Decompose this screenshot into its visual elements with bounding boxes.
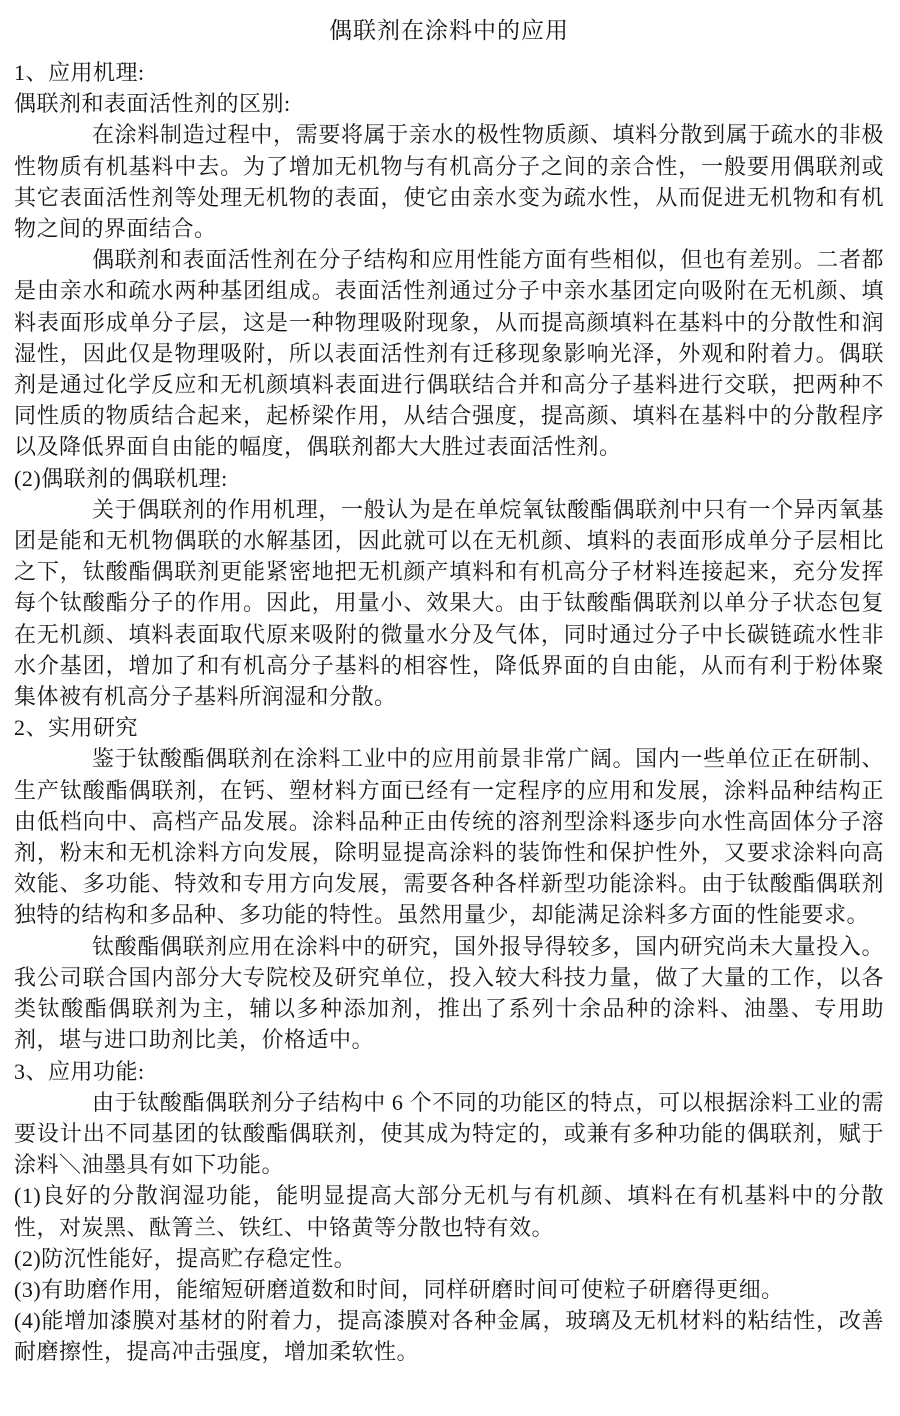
paragraph: 钛酸酯偶联剂应用在涂料中的研究，国外报导得较多，国内研究尚未大量投入。我公司联合国内部分大专院校及研究单位，投入较大科技力量，做了大量的工作，以各类钛酸酯偶联剂为主，辅以多种添加剂，推出了系列十余品种的涂料、油墨、专用助剂，堪与进口助剂比美，价格适中。	[14, 933, 884, 1053]
section-heading: 1、应用机理:	[14, 60, 145, 85]
paragraph: 偶联剂和表面活性剂在分子结构和应用性能方面有些相似，但也有差别。二者都是由亲水和疏水两种基团组成。表面活性剂通过分子中亲水基团定向吸附在无机颜、填料表面形成单分子层，这是一种物理吸附现象，从而提高颜填料在基料中的分散性和润湿性，因此仅是物理吸附，所以表面活性剂有迁移现象影响光泽，外观和附着力。偶联剂是通过化学反应和无机颜填料表面进行偶联结合并和高分子基料进行交联，把两种不同性质的物质结合起来，起桥梁作用，从结合强度，提高颜、填料在基料中的分散程序以及降低界面自由能的幅度，偶联剂都大大胜过表面活性剂。	[14, 247, 884, 460]
section-heading: 3、应用功能:	[14, 1058, 145, 1084]
paragraph: 由于钛酸酯偶联剂分子结构中 6 个不同的功能区的特点，可以根据涂料工业的需要设计出不同基团的钛酸酯偶联剂，使其成为特定的，或兼有多种功能的偶联剂，赋于涂料＼油墨具有如下功能。	[14, 1089, 884, 1178]
list-item: (1)良好的分散润湿功能，能明显提高大部分无机与有机颜、填料在有机基料中的分散性，对炭黑、酞箐兰、铁红、中铬黄等分散也特有效。	[14, 1183, 884, 1240]
section-heading: 2、实用研究	[14, 715, 139, 741]
paragraph: 在涂料制造过程中，需要将属于亲水的极性物质颜、填料分散到属于疏水的非极性物质有机基料中去。为了增加无机物与有机高分子之间的亲合性，一般要用偶联剂或其它表面活性剂等处理无机物的表面，使它由亲水变为疏水性，从而促进无机物和有机物之间的界面结合。	[14, 122, 884, 242]
paragraph: 鉴于钛酸酯偶联剂在涂料工业中的应用前景非常广阔。国内一些单位正在研制、生产钛酸酯偶联剂，在钙、塑材料方面已经有一定程序的应用和发展，涂料品种结构正由低档向中、高档产品发展。涂料品种正由传统的溶剂型涂料逐步向水性高固体分子溶剂，粉末和无机涂料方向发展，除明显提高涂料的装饰性和保护性外，又要求涂料向高效能、多功能、特效和专用方向发展，需要各种各样新型功能涂料。由于钛酸酯偶联剂独特的结构和多品种、多功能的特性。虽然用量少，却能满足涂料多方面的性能要求。	[14, 746, 884, 928]
list-item: (4)能增加漆膜对基材的附着力，提高漆膜对各种金属，玻璃及无机材料的粘结性，改善耐磨擦性，提高冲击强度，增加柔软性。	[14, 1308, 884, 1365]
page-title: 偶联剂在涂料中的应用	[329, 18, 569, 43]
paragraph: 关于偶联剂的作用机理，一般认为是在单烷氧钛酸酯偶联剂中只有一个异丙氧基团是能和无机物偶联的水解基团，因此就可以在无机颜、填料的表面形成单分子层相比之下，钛酸酯偶联剂更能紧密地把无机颜产填料和有机高分子材料连接起来，充分发挥每个钛酸酯分子的作用。因此，用量小、效果大。由于钛酸酯偶联剂以单分子状态包复在无机颜、填料表面取代原来吸附的微量水分及气体，同时通过分子中长碳链疏水性非水介基团，增加了和有机高分子基料的相容性，降低界面的自由能，从而有利于粉体聚集体被有机高分子基料所润湿和分散。	[14, 496, 884, 710]
section-heading: 偶联剂和表面活性剂的区别:	[14, 91, 291, 117]
list-item: (2)防沉性能好，提高贮存稳定性。	[14, 1245, 357, 1271]
list-item: (3)有助磨作用，能缩短研磨道数和时间，同样研磨时间可使粒子研磨得更细。	[14, 1276, 784, 1302]
section-heading: (2)偶联剂的偶联机理:	[14, 465, 228, 491]
